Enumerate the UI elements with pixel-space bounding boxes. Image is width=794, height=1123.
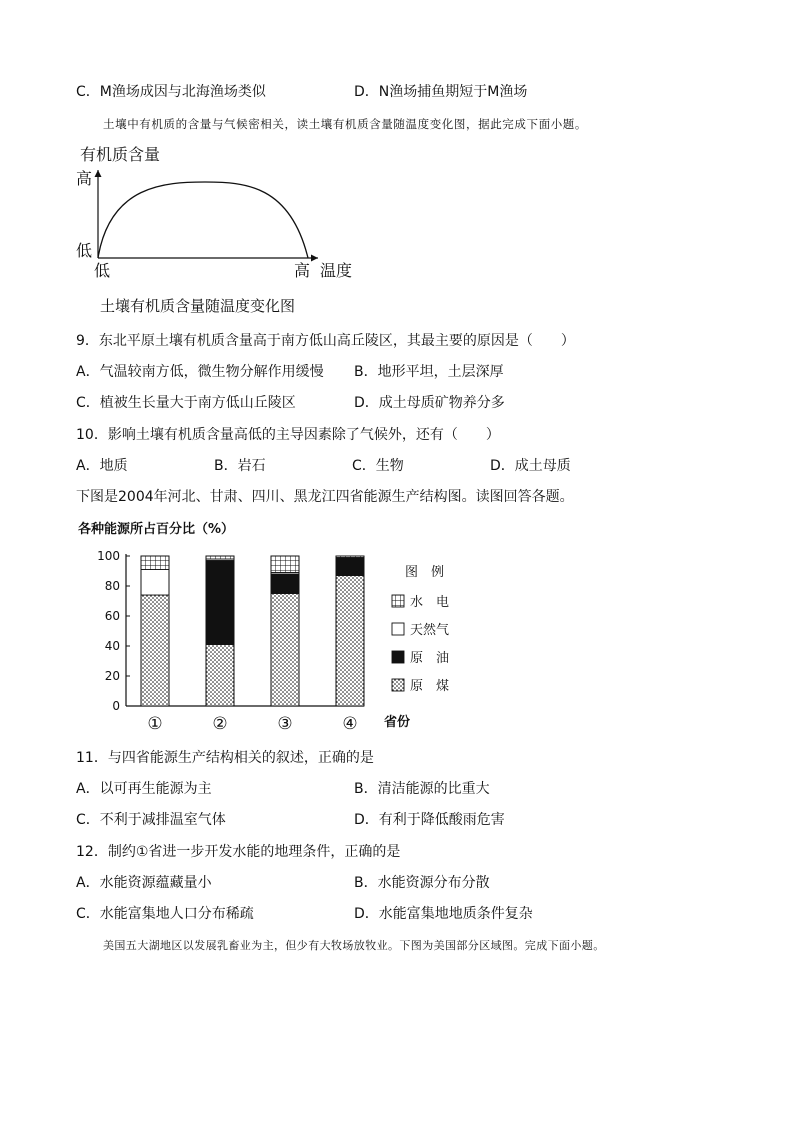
legend-label: 水 电 <box>410 595 450 610</box>
bar-segment <box>141 556 169 570</box>
q11-option-d: D．有利于降低酸雨危害 <box>354 812 505 828</box>
y-tick-label: 0 <box>112 699 120 713</box>
q11-option-c: C．不利于减排温室气体 <box>76 812 226 828</box>
intro-great-lakes: 美国五大湖地区以发展乳畜业为主，但少有大牧场放牧业。下图为美国部分区域图。完成下面小题。 <box>103 939 605 952</box>
bar-segment <box>271 574 299 594</box>
legend-swatch <box>392 623 404 635</box>
curve-x-low: 低 <box>94 261 111 280</box>
energy-chart-xlabel: 省份 <box>384 715 411 730</box>
legend-swatch <box>392 595 404 607</box>
category-label: ④ <box>342 714 358 734</box>
q12-option-c: C．水能富集地人口分布稀疏 <box>76 906 254 922</box>
q12-option-a: A．水能资源蕴藏量小 <box>76 875 212 891</box>
energy-structure-chart <box>70 515 470 735</box>
organic-matter-curve <box>98 182 308 258</box>
legend-swatch <box>392 651 404 663</box>
bar-segment <box>336 558 364 576</box>
curve-ylabel: 有机质含量 <box>80 145 161 164</box>
legend-label: 原 煤 <box>410 679 450 694</box>
q10-option-a: A．地质 <box>76 458 128 474</box>
q11-option-a: A．以可再生能源为主 <box>76 781 212 797</box>
q9-stem: 9．东北平原土壤有机质含量高于南方低山高丘陵区，其最主要的原因是（ ） <box>76 333 575 349</box>
bar-segment <box>336 576 364 707</box>
q11-stem: 11．与四省能源生产结构相关的叙述，正确的是 <box>76 750 374 766</box>
q8-option-c: C．M渔场成因与北海渔场类似 <box>76 84 266 100</box>
q12-stem: 12．制约①省进一步开发水能的地理条件，正确的是 <box>76 844 401 860</box>
q11-option-b: B．清洁能源的比重大 <box>354 781 490 797</box>
y-tick-label: 60 <box>104 609 120 623</box>
q9-option-b: B．地形平坦，土层深厚 <box>354 364 504 380</box>
q9-option-d: D．成土母质矿物养分多 <box>354 395 505 411</box>
q12-option-d: D．水能富集地地质条件复杂 <box>354 906 533 922</box>
y-tick-label: 80 <box>104 579 120 593</box>
q8-option-d: D．N渔场捕鱼期短于M渔场 <box>354 84 528 100</box>
y-tick-label: 100 <box>97 549 120 563</box>
organic-matter-curve-chart <box>70 140 370 285</box>
bar-segment <box>271 556 299 573</box>
category-label: ① <box>147 714 163 734</box>
q10-stem: 10．影响土壤有机质含量高低的主导因素除了气候外，还有（ ） <box>76 427 500 443</box>
category-label: ② <box>212 714 228 734</box>
q9-option-c: C．植被生长量大于南方低山丘陵区 <box>76 395 296 411</box>
legend-swatch <box>392 679 404 691</box>
curve-y-high: 高 <box>76 169 93 188</box>
bar-segment <box>206 561 234 645</box>
q10-option-d: D．成土母质 <box>490 458 571 474</box>
y-tick-label: 40 <box>104 639 120 653</box>
curve-xlabel: 温度 <box>320 261 353 280</box>
energy-chart-title: 各种能源所占百分比（%） <box>78 522 235 537</box>
category-label: ③ <box>277 714 293 734</box>
intro-energy: 下图是2004年河北、甘肃、四川、黑龙江四省能源生产结构图。读图回答各题。 <box>76 489 574 505</box>
q9-option-a: A．气温较南方低，微生物分解作用缓慢 <box>76 364 324 380</box>
bar-segment <box>271 594 299 707</box>
intro-soil-organic: 土壤中有机质的含量与气候密相关，读土壤有机质含量随温度变化图，据此完成下面小题。 <box>103 117 587 131</box>
bar-segment <box>206 645 234 707</box>
legend-title: 图 例 <box>405 565 445 580</box>
y-tick-label: 20 <box>104 669 120 683</box>
curve-x-high: 高 <box>294 261 311 280</box>
curve-y-low: 低 <box>76 241 93 260</box>
q12-option-b: B．水能资源分布分散 <box>354 875 490 891</box>
q10-option-b: B．岩石 <box>214 458 266 474</box>
bar-segment <box>141 595 169 706</box>
legend-label: 原 油 <box>410 651 450 666</box>
bar-segment <box>141 570 169 596</box>
q10-option-c: C．生物 <box>352 458 404 474</box>
legend-label: 天然气 <box>410 623 450 638</box>
curve-caption: 土壤有机质含量随温度变化图 <box>100 297 296 315</box>
